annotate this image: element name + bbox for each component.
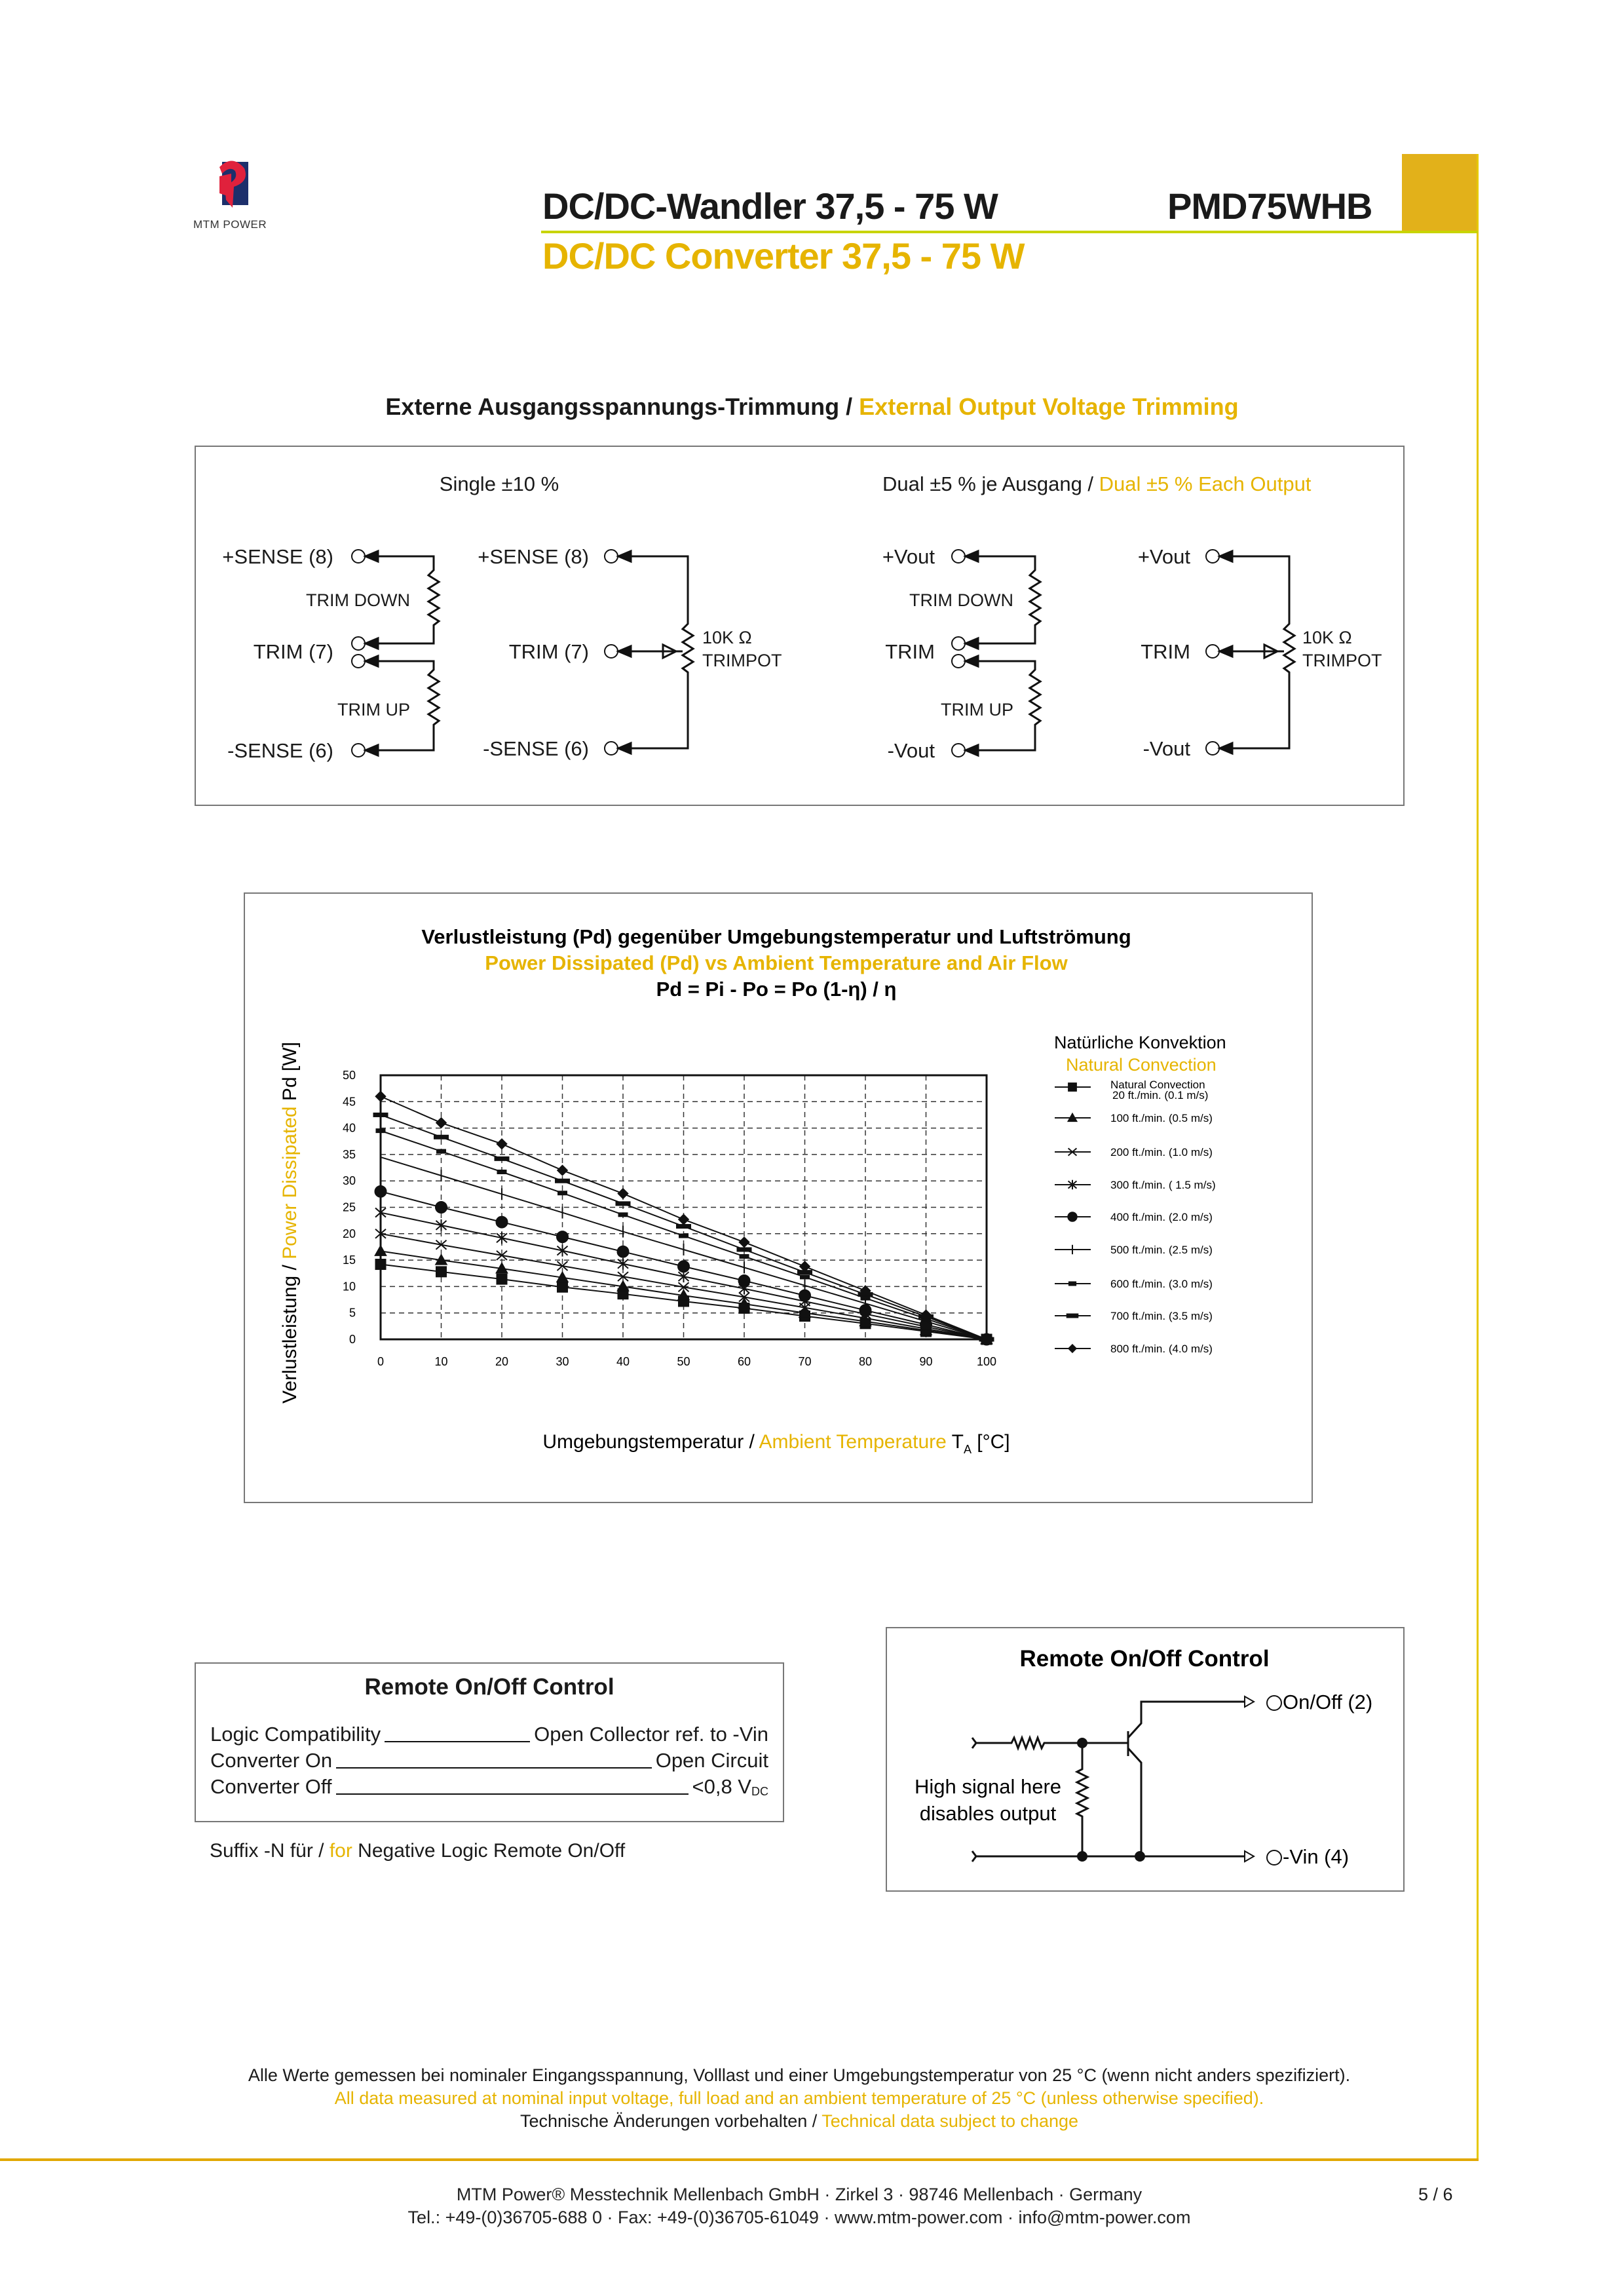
legend-label: 500 ft./min. (2.5 m/s) (1110, 1244, 1213, 1256)
spec-value: <0,8 V (692, 1775, 751, 1798)
footer-divider (0, 2158, 1479, 2161)
x-tick-label: 50 (677, 1355, 690, 1368)
page-number: 5 / 6 (1418, 2185, 1453, 2204)
legend-label: 200 ft./min. (1.0 m/s) (1110, 1146, 1213, 1158)
y-tick-label: 20 (342, 1227, 356, 1240)
footer-contact: Tel.: +49-(0)36705-688 0 · Fax: +49-(0)36705-61049 · www.mtm-power.com · info@mtm-power.com (407, 2208, 1191, 2227)
x-axis-label: Umgebungstemperatur / Ambient Temperature $T_A$ [°C] (542, 1431, 1010, 1456)
label-plus-vout: +Vout (882, 545, 935, 568)
label-pot-value: 10K Ω (702, 628, 752, 647)
single-title: Single ±10 % (439, 472, 559, 495)
suffix-de: Suffix -N für / (210, 1840, 330, 1862)
label-plus-vout: +Vout (1137, 545, 1190, 568)
label-trim-up: TRIM UP (941, 700, 1013, 719)
pin-onoff-label: On/Off (2) (1283, 1691, 1373, 1713)
model-number: PMD75WHB (1167, 185, 1372, 227)
label-minus-sense: -SENSE (6) (227, 739, 333, 762)
x-tick-label: 30 (556, 1355, 569, 1368)
y-tick-label: 40 (342, 1121, 356, 1135)
label-plus-sense: +SENSE (8) (478, 545, 589, 568)
label-trimpot: TRIMPOT (702, 651, 782, 670)
page-title: DC/DC-Wandler 37,5 - 75 W (542, 185, 998, 227)
y-tick-label: 25 (342, 1200, 356, 1214)
legend-title: Natürliche Konvektion (1054, 1033, 1226, 1052)
footer-company: MTM Power® Messtechnik Mellenbach GmbH · Zirkel 3 · 98746 Mellenbach · Germany (456, 2185, 1142, 2204)
page-subtitle: DC/DC Converter 37,5 - 75 W (542, 235, 1025, 277)
label-minus-vout: -Vout (887, 739, 935, 762)
spec-value-sub: DC (751, 1785, 768, 1798)
suffix-en: for (329, 1840, 352, 1862)
note-change: Technische Änderungen vorbehalten / Technical data subject to change (519, 2111, 1079, 2131)
y-tick-label: 30 (342, 1174, 356, 1188)
y-tick-label: 5 (349, 1306, 356, 1320)
y-tick-label: 50 (342, 1069, 356, 1082)
x-tick-label: 100 (976, 1355, 997, 1368)
spec-label: Converter On (210, 1749, 333, 1772)
dual-title: Dual ±5 % je Ausgang / Dual ±5 % Each Output (882, 472, 1312, 495)
x-tick-label: 40 (616, 1355, 630, 1368)
chart-title: Verlustleistung (Pd) gegenüber Umgebungstemperatur und Luftströmung (421, 925, 1131, 948)
label-pot-value: 10K Ω (1302, 628, 1352, 647)
label-trim: TRIM (885, 640, 935, 663)
x-tick-label: 10 (434, 1355, 448, 1368)
legend-label-2: 20 ft./min. (0.1 m/s) (1112, 1089, 1209, 1101)
y-tick-label: 45 (342, 1095, 356, 1109)
logo-text: MTM POWER (193, 218, 267, 231)
legend-label: 100 ft./min. (0.5 m/s) (1110, 1112, 1213, 1124)
legend-label: 400 ft./min. (2.0 m/s) (1110, 1211, 1213, 1223)
spec-label: Converter Off (210, 1775, 332, 1798)
label-trimpot: TRIMPOT (1302, 651, 1382, 670)
label-plus-sense: +SENSE (8) (222, 545, 333, 568)
y-tick-label: 10 (342, 1280, 356, 1293)
y-tick-label: 15 (342, 1253, 356, 1267)
spec-value: Open Collector ref. to -Vin (534, 1723, 768, 1746)
legend-label: 600 ft./min. (3.0 m/s) (1110, 1278, 1213, 1290)
x-tick-label: 0 (377, 1355, 385, 1368)
legend-label: 300 ft./min. ( 1.5 m/s) (1110, 1179, 1216, 1191)
legend-label: 800 ft./min. (4.0 m/s) (1110, 1343, 1213, 1355)
circuit-note-2: disables output (919, 1802, 1057, 1825)
label-minus-vout: -Vout (1142, 737, 1190, 760)
chart-subtitle: Power Dissipated (Pd) vs Ambient Temperature and Air Flow (485, 951, 1068, 974)
remote-spec-title: Remote On/Off Control (364, 1674, 614, 1700)
chart-formula: Pd = Pi - Po = Po (1-η) / η (656, 978, 897, 1001)
x-tick-label: 70 (798, 1355, 812, 1368)
note-en: All data measured at nominal input voltage, full load and an ambient temperature of 25 °C (unless otherwise specified). (334, 2088, 1264, 2108)
suffix-rest: Negative Logic Remote On/Off (352, 1840, 626, 1862)
y-axis-label: Verlustleistung / Power Dissipated Pd [W] (279, 1042, 301, 1404)
x-tick-label: 60 (737, 1355, 751, 1368)
y-tick-label: 0 (349, 1333, 356, 1346)
label-trim: TRIM (1141, 640, 1190, 663)
pin-vin-label: -Vin (4) (1283, 1845, 1350, 1868)
label-minus-sense: -SENSE (6) (483, 737, 589, 760)
label-trim-down: TRIM DOWN (909, 590, 1013, 610)
y-tick-label: 35 (342, 1147, 356, 1161)
spec-value: Open Circuit (655, 1749, 768, 1772)
label-trim: TRIM (7) (253, 640, 333, 663)
remote-circuit-title: Remote On/Off Control (1019, 1646, 1270, 1672)
legend-label: 700 ft./min. (3.5 m/s) (1110, 1310, 1213, 1322)
legend-label: Natural Convection (1110, 1079, 1205, 1091)
circuit-note-1: High signal here (914, 1775, 1062, 1798)
legend-subtitle: Natural Convection (1066, 1055, 1217, 1075)
x-tick-label: 90 (919, 1355, 933, 1368)
label-trim-up: TRIM UP (337, 700, 410, 719)
x-tick-label: 80 (858, 1355, 873, 1368)
heading-de: Externe Ausgangsspannungs-Trimmung / (385, 393, 859, 420)
label-trim-down: TRIM DOWN (306, 590, 410, 610)
x-tick-label: 20 (495, 1355, 509, 1368)
heading-en: External Output Voltage Trimming (859, 393, 1239, 420)
label-trim: TRIM (7) (508, 640, 589, 663)
note-de: Alle Werte gemessen bei nominaler Eingangsspannung, Volllast und einer Umgebungstemperatur von 25 °C (wenn nicht anders spezifiziert). (248, 2065, 1351, 2085)
spec-label: Logic Compatibility (210, 1723, 381, 1746)
